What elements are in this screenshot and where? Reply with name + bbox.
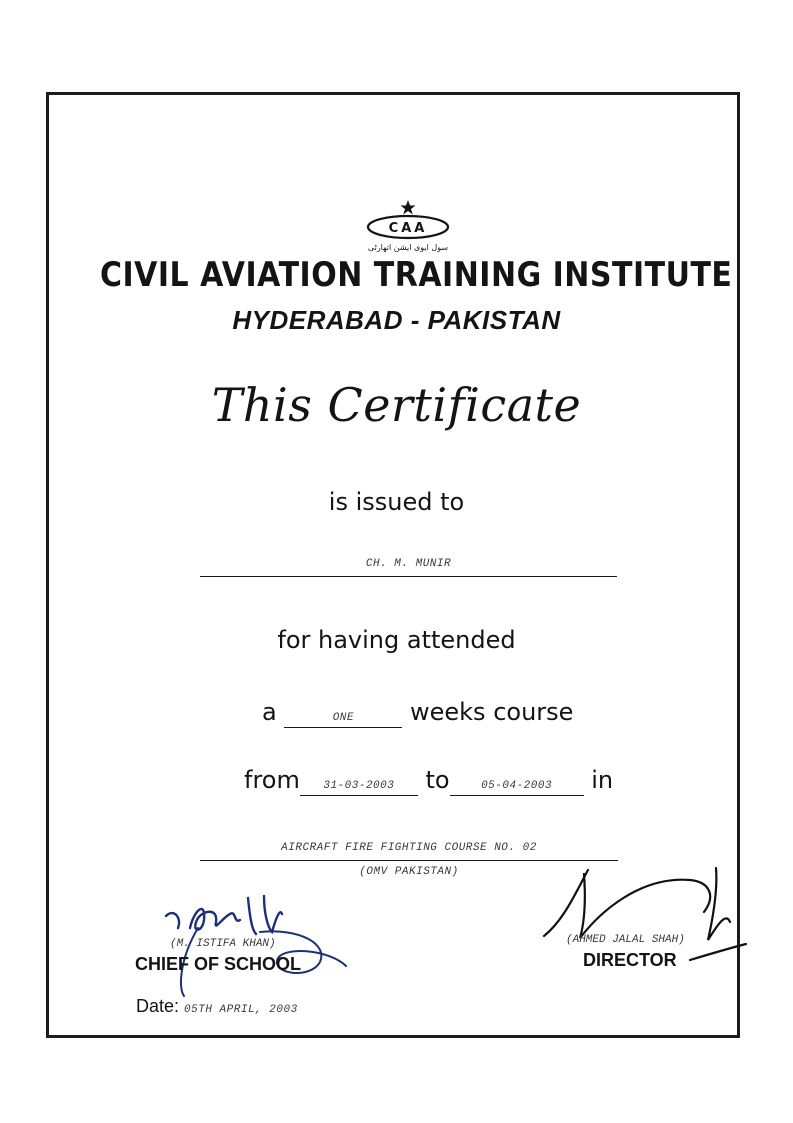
date-label: Date: (136, 996, 180, 1016)
recipient-name: CH. M. MUNIR (200, 558, 617, 577)
to-label: to (425, 766, 450, 794)
caa-logo (358, 198, 468, 254)
in-label: in (591, 766, 614, 794)
left-signatory-role: CHIEF OF SCHOOL (135, 954, 301, 974)
duration-row (262, 698, 573, 728)
course-name: AIRCRAFT FIRE FIGHTING COURSE NO. 02 (200, 842, 618, 861)
left-signatory-name: (M. ISTIFA KHAN) (170, 938, 276, 950)
from-label: from (244, 766, 300, 794)
duration-value: ONE (284, 709, 402, 728)
duration-prefix: a (262, 698, 277, 726)
from-date: 31-03-2003 (300, 777, 418, 796)
right-signatory-name: (AHMED JALAL SHAH) (566, 934, 685, 946)
duration-suffix: weeks course (410, 698, 574, 726)
issued-to-label: is issued to (328, 488, 465, 516)
certificate-title: This Certificate (211, 378, 582, 432)
course-note: (OMV PAKISTAN) (359, 866, 459, 878)
logo-letters: CAA (388, 221, 428, 236)
attended-label: for having attended (277, 626, 516, 654)
date-value: 05TH APRIL, 2003 (184, 1004, 298, 1016)
to-date: 05-04-2003 (450, 777, 584, 796)
star-icon (401, 200, 416, 215)
right-signatory-role: DIRECTOR (583, 950, 677, 970)
date-row (136, 996, 298, 1017)
institute-location: HYDERABAD - PAKISTAN (232, 305, 561, 335)
logo-urdu-caption: سول ایوی ایشن اتھارٹی (367, 243, 449, 252)
dates-row (244, 766, 613, 796)
institute-name: CIVIL AVIATION TRAINING INSTITUTE (100, 255, 733, 296)
